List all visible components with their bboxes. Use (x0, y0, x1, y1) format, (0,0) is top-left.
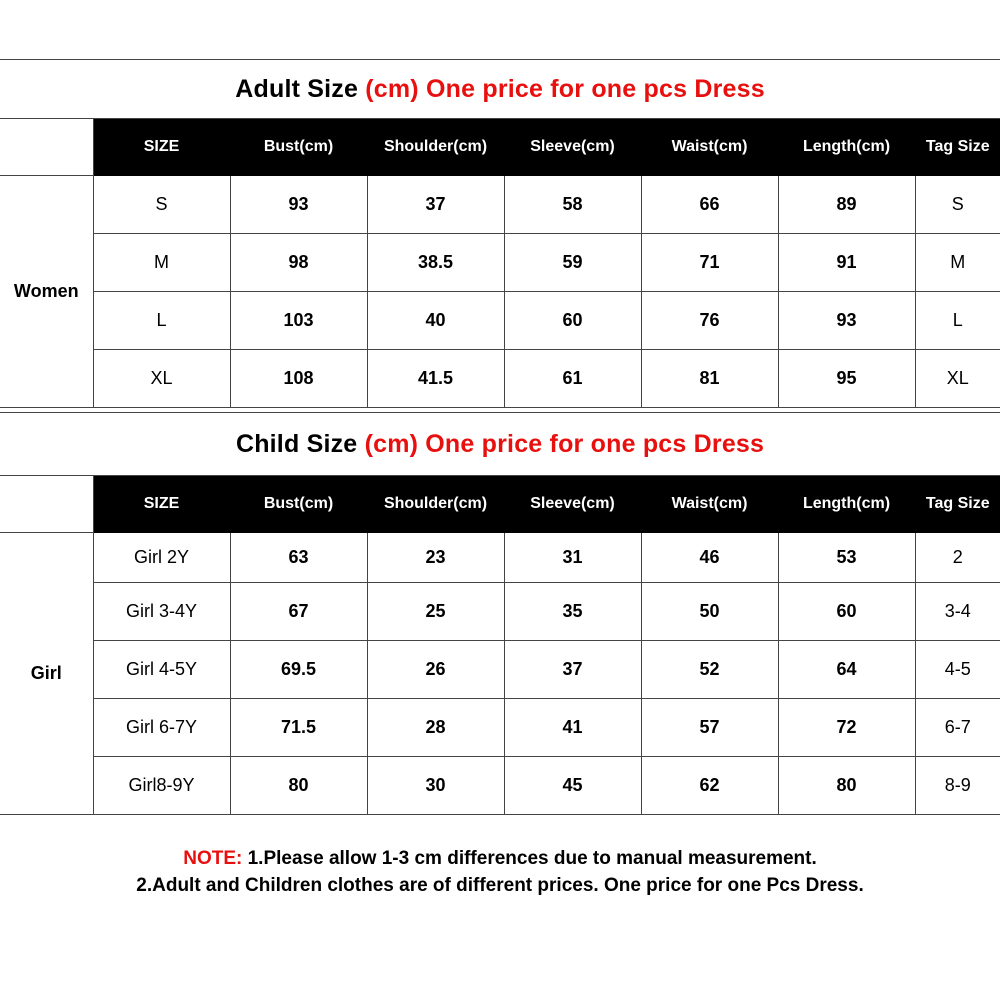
child-size-table (0, 412, 1000, 815)
size-cell: Girl 3-4Y (93, 583, 230, 641)
header-tag-size: Tag Size (915, 476, 1000, 533)
size-cell: M (93, 234, 230, 292)
bust-cell: 80 (230, 757, 367, 815)
group-label-women: Women (0, 176, 93, 408)
shoulder-cell: 30 (367, 757, 504, 815)
tag-cell: 6-7 (915, 699, 1000, 757)
length-cell: 53 (778, 533, 915, 583)
note-label: NOTE: (183, 848, 243, 869)
header-shoulder: Shoulder(cm) (367, 119, 504, 176)
header-size: SIZE (93, 476, 230, 533)
size-cell: Girl 6-7Y (93, 699, 230, 757)
note-line-2 (0, 872, 1000, 899)
child-table-title (0, 413, 1000, 476)
waist-cell: 76 (641, 292, 778, 350)
size-cell: XL (93, 350, 230, 408)
size-cell: L (93, 292, 230, 350)
waist-cell: 46 (641, 533, 778, 583)
tag-cell: 3-4 (915, 583, 1000, 641)
length-cell: 80 (778, 757, 915, 815)
bust-cell: 63 (230, 533, 367, 583)
table-row (0, 583, 1000, 641)
tag-cell: S (915, 176, 1000, 234)
header-bust: Bust(cm) (230, 119, 367, 176)
bust-cell: 103 (230, 292, 367, 350)
header-waist: Waist(cm) (641, 476, 778, 533)
waist-cell: 62 (641, 757, 778, 815)
sleeve-cell: 41 (504, 699, 641, 757)
table-row (0, 641, 1000, 699)
length-cell: 93 (778, 292, 915, 350)
note-line-1 (0, 845, 1000, 872)
tag-cell: 4-5 (915, 641, 1000, 699)
bust-cell: 98 (230, 234, 367, 292)
shoulder-cell: 41.5 (367, 350, 504, 408)
tag-cell: 2 (915, 533, 1000, 583)
table-row (0, 757, 1000, 815)
sleeve-cell: 45 (504, 757, 641, 815)
child-title-black: Child Size (235, 429, 358, 458)
sleeve-cell: 31 (504, 533, 641, 583)
shoulder-cell: 37 (367, 176, 504, 234)
shoulder-cell: 38.5 (367, 234, 504, 292)
sleeve-cell: 37 (504, 641, 641, 699)
table-row (0, 533, 1000, 583)
tag-cell: 8-9 (915, 757, 1000, 815)
header-blank-cell (0, 119, 93, 176)
child-header-row (0, 476, 1000, 533)
adult-header-row (0, 119, 1000, 176)
bust-cell: 93 (230, 176, 367, 234)
header-sleeve: Sleeve(cm) (504, 119, 641, 176)
sleeve-cell: 59 (504, 234, 641, 292)
bust-cell: 71.5 (230, 699, 367, 757)
waist-cell: 50 (641, 583, 778, 641)
tag-cell: M (915, 234, 1000, 292)
shoulder-cell: 26 (367, 641, 504, 699)
adult-title-red: (cm) One price for one pcs Dress (365, 74, 765, 103)
table-row (0, 234, 1000, 292)
header-bust: Bust(cm) (230, 476, 367, 533)
length-cell: 64 (778, 641, 915, 699)
note-text-1: 1.Please allow 1-3 cm differences due to manual measurement. (242, 848, 817, 869)
adult-title-black: Adult Size (235, 74, 359, 103)
bust-cell: 69.5 (230, 641, 367, 699)
header-length: Length(cm) (778, 476, 915, 533)
header-sleeve: Sleeve(cm) (504, 476, 641, 533)
tag-cell: XL (915, 350, 1000, 408)
note-text-2: 2.Adult and Children clothes are of different prices. One price for one Pcs Dress. (136, 875, 864, 896)
shoulder-cell: 25 (367, 583, 504, 641)
length-cell: 89 (778, 176, 915, 234)
header-shoulder: Shoulder(cm) (367, 476, 504, 533)
waist-cell: 52 (641, 641, 778, 699)
adult-size-table (0, 59, 1000, 408)
sleeve-cell: 60 (504, 292, 641, 350)
shoulder-cell: 40 (367, 292, 504, 350)
adult-table-title (0, 60, 1000, 119)
sleeve-cell: 35 (504, 583, 641, 641)
size-cell: Girl 2Y (93, 533, 230, 583)
child-title-red: (cm) One price for one pcs Dress (364, 429, 765, 458)
header-waist: Waist(cm) (641, 119, 778, 176)
length-cell: 91 (778, 234, 915, 292)
length-cell: 60 (778, 583, 915, 641)
bust-cell: 67 (230, 583, 367, 641)
header-blank-cell (0, 476, 93, 533)
length-cell: 72 (778, 699, 915, 757)
table-row (0, 350, 1000, 408)
shoulder-cell: 28 (367, 699, 504, 757)
size-cell: S (93, 176, 230, 234)
size-cell: Girl8-9Y (93, 757, 230, 815)
waist-cell: 57 (641, 699, 778, 757)
header-size: SIZE (93, 119, 230, 176)
sleeve-cell: 58 (504, 176, 641, 234)
shoulder-cell: 23 (367, 533, 504, 583)
sleeve-cell: 61 (504, 350, 641, 408)
header-tag-size: Tag Size (915, 119, 1000, 176)
waist-cell: 71 (641, 234, 778, 292)
table-row (0, 176, 1000, 234)
group-label-girl: Girl (0, 533, 93, 815)
table-row (0, 699, 1000, 757)
waist-cell: 81 (641, 350, 778, 408)
tag-cell: L (915, 292, 1000, 350)
length-cell: 95 (778, 350, 915, 408)
header-length: Length(cm) (778, 119, 915, 176)
bust-cell: 108 (230, 350, 367, 408)
table-row (0, 292, 1000, 350)
size-cell: Girl 4-5Y (93, 641, 230, 699)
waist-cell: 66 (641, 176, 778, 234)
